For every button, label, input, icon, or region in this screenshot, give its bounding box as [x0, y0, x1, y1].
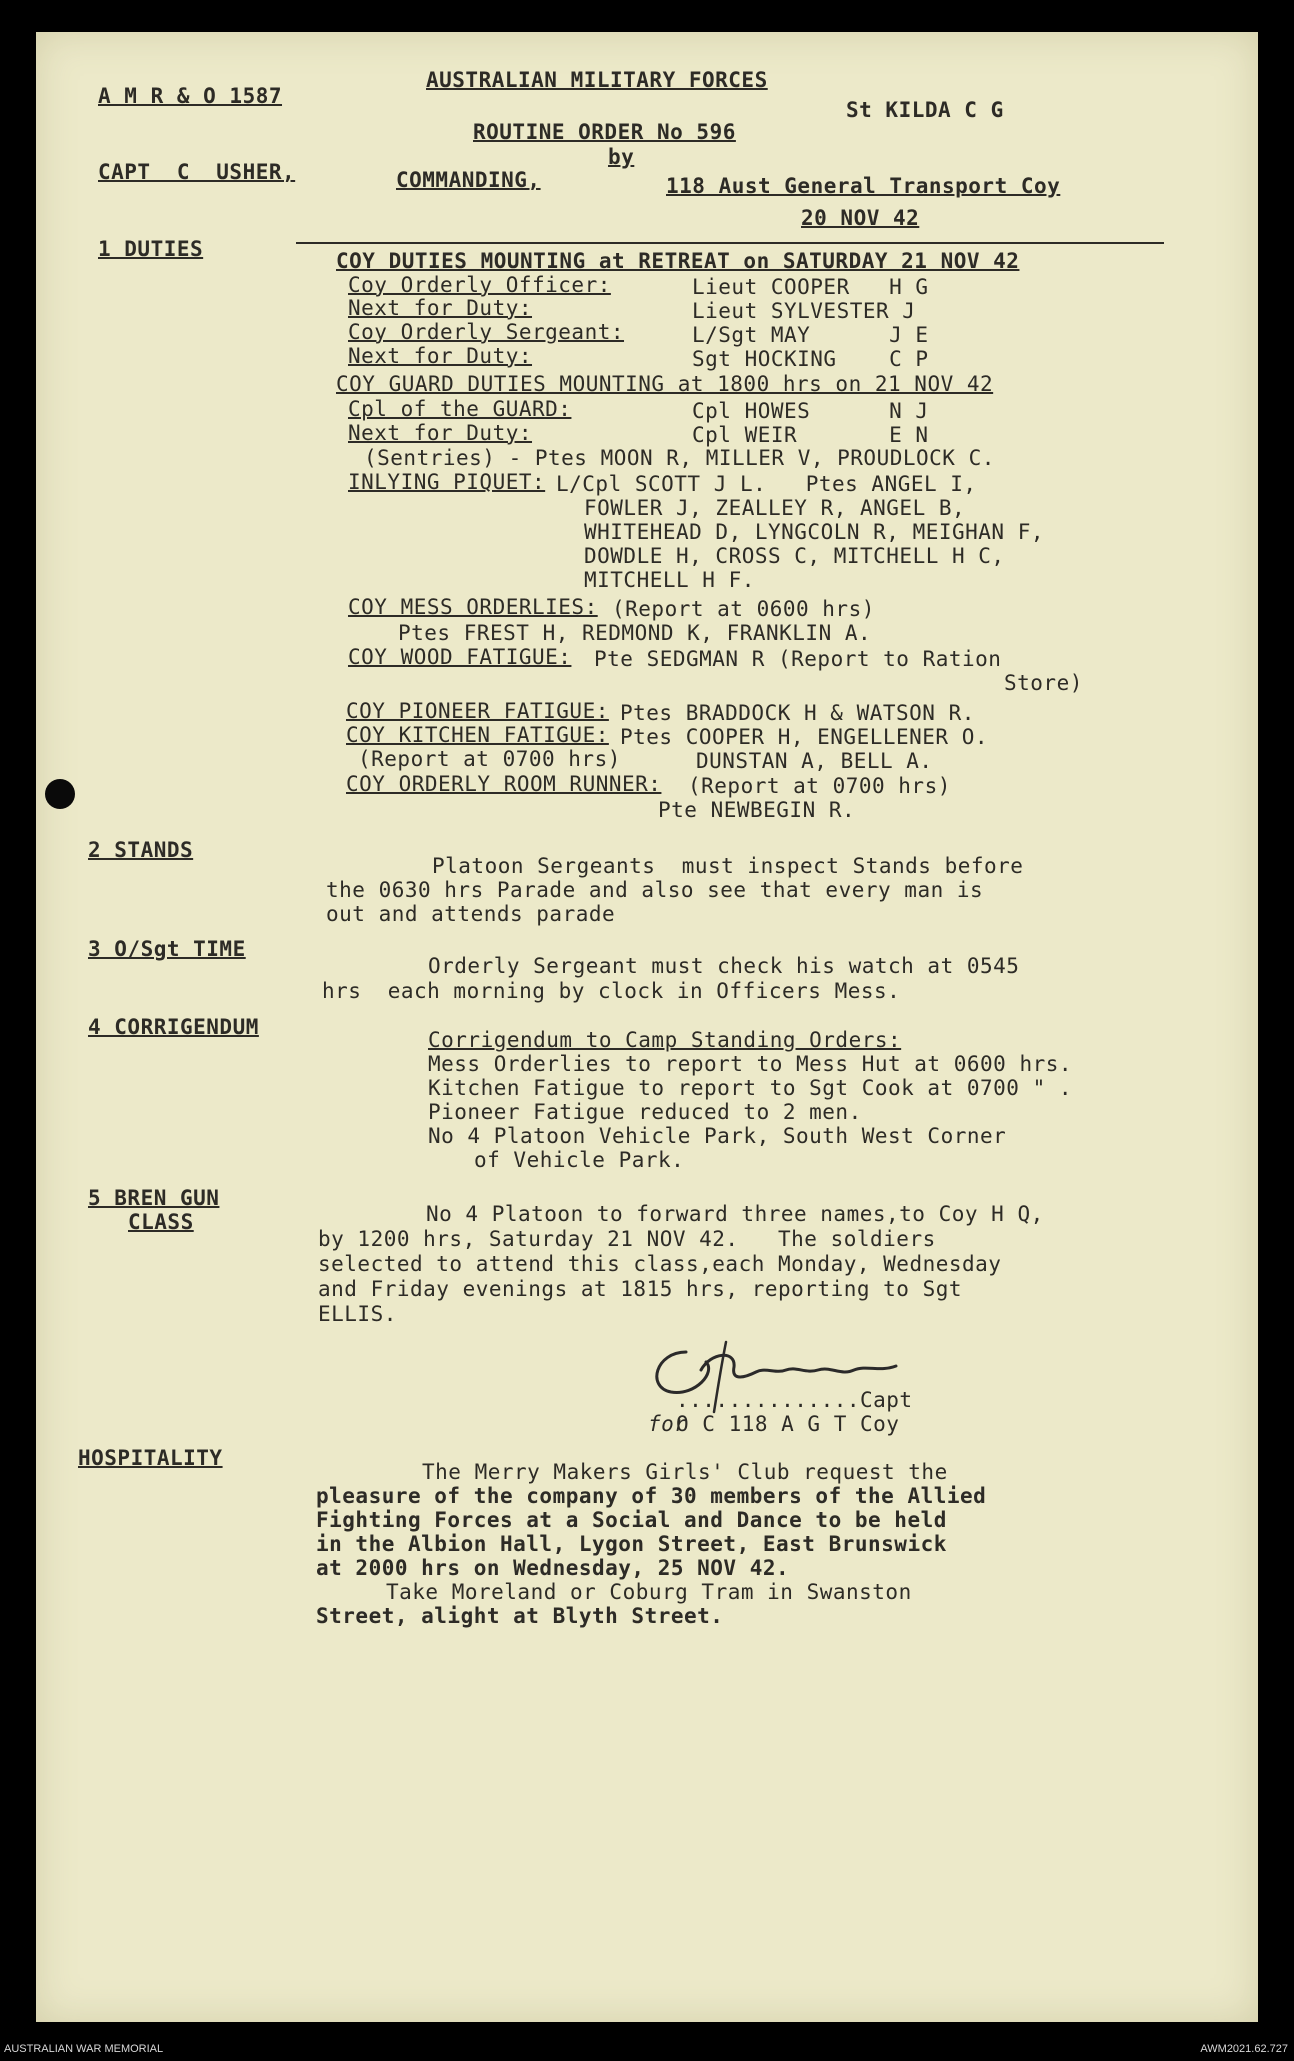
duty-person: Pte SEDGMAN R (Report to Ration [594, 647, 1002, 671]
duty-person: Cpl HOWES N J [692, 399, 929, 423]
archive-reference: AWM2021.62.727 [1200, 2043, 1288, 2055]
duty-role: Next for Duty: [348, 296, 533, 320]
duty-role: Next for Duty: [348, 344, 533, 368]
guard-heading: COY GUARD DUTIES MOUNTING at 1800 hrs on 21 NOV 42 [336, 372, 994, 396]
paragraph-line: Kitchen Fatigue to report to Sgt Cook at 0700 " . [428, 1076, 1073, 1100]
paragraph-line: by 1200 hrs, Saturday 21 NOV 42. The soldiers [318, 1227, 936, 1251]
unit-name: 118 Aust General Transport Coy [666, 174, 1061, 198]
signature-unit: O C 118 A G T Coy [676, 1412, 900, 1436]
archive-name: AUSTRALIAN WAR MEMORIAL [4, 2043, 164, 2055]
duty-role: Next for Duty: [348, 421, 533, 445]
paragraph-line: No 4 Platoon to forward three names,to Coy H Q, [426, 1202, 1044, 1226]
by-label: by [608, 145, 635, 169]
duty-person: Lieut SYLVESTER J [692, 299, 916, 323]
duty-role: COY KITCHEN FATIGUE: [346, 723, 609, 747]
duty-role: Coy Orderly Sergeant: [348, 320, 625, 344]
duty-role: COY WOOD FATIGUE: [348, 645, 572, 669]
duty-person: Sgt HOCKING C P [692, 347, 929, 371]
header-rule [296, 242, 1164, 244]
duty-person: WHITEHEAD D, LYNGCOLN R, MEIGHAN F, [584, 520, 1045, 544]
paragraph-line: of Vehicle Park. [474, 1148, 685, 1172]
section-stands-label: 2 STANDS [88, 838, 194, 862]
duty-person: DUNSTAN A, BELL A. [696, 749, 933, 773]
reference-number: A M R & O 1587 [98, 84, 283, 108]
sentries-line: (Sentries) - Ptes MOON R, MILLER V, PROUDLOCK C. [364, 446, 995, 470]
paragraph-line: Pioneer Fatigue reduced to 2 men. [428, 1100, 862, 1124]
duty-person: L/Cpl SCOTT J L. Ptes ANGEL I, [556, 472, 977, 496]
order-date: 20 NOV 42 [801, 206, 920, 230]
duty-note: Store) [1004, 671, 1083, 695]
paragraph-line: Street, alight at Blyth Street. [316, 1604, 724, 1628]
duty-person: DOWDLE H, CROSS C, MITCHELL H C, [584, 544, 1005, 568]
paragraph-line: out and attends parade [326, 902, 616, 926]
paragraph-line: selected to attend this class,each Monday, Wednesday [318, 1252, 1002, 1276]
paragraph-line: Fighting Forces at a Social and Dance to be held [316, 1508, 947, 1532]
section-bren-label: 5 BREN GUN [88, 1186, 220, 1210]
duty-person: Cpl WEIR E N [692, 423, 929, 447]
paragraph-line: Mess Orderlies to report to Mess Hut at 0600 hrs. [428, 1052, 1073, 1076]
location: St KILDA C G [846, 98, 1004, 122]
paragraph-line: ELLIS. [318, 1302, 397, 1326]
signature-for: for [648, 1412, 688, 1436]
paragraph-line: and Friday evenings at 1815 hrs, reporting to Sgt [318, 1277, 963, 1301]
section-hospitality-label: HOSPITALITY [78, 1446, 223, 1470]
paragraph-line: Platoon Sergeants must inspect Stands before [432, 854, 1024, 878]
duty-person: Ptes COOPER H, ENGELLENER O. [620, 725, 989, 749]
paragraph-line: the 0630 hrs Parade and also see that every man is [326, 878, 984, 902]
order-number: ROUTINE ORDER No 596 [473, 120, 736, 144]
punch-hole [45, 779, 75, 809]
paragraph-line: Take Moreland or Coburg Tram in Swanston [386, 1580, 912, 1604]
duty-note: (Report at 0700 hrs) [688, 774, 951, 798]
duty-person: Pte NEWBEGIN R. [658, 798, 856, 822]
duties-heading: COY DUTIES MOUNTING at RETREAT on SATURDAY 21 NOV 42 [336, 249, 1020, 273]
duty-person: Lieut COOPER H G [692, 275, 929, 299]
paragraph-line: hrs each morning by clock in Officers Mess. [322, 979, 901, 1003]
paragraph-line: pleasure of the company of 30 members of the Allied [316, 1484, 987, 1508]
duty-person: FOWLER J, ZEALLEY R, ANGEL B, [584, 496, 966, 520]
duty-role: COY PIONEER FATIGUE: [346, 699, 609, 723]
section-bren-label-2: CLASS [128, 1210, 194, 1234]
duty-role: Coy Orderly Officer: [348, 273, 611, 297]
duty-note: (Report at 0600 hrs) [612, 597, 875, 621]
duty-note: (Report at 0700 hrs) [358, 747, 621, 771]
section-time-label: 3 O/Sgt TIME [88, 937, 246, 961]
corrigendum-heading: Corrigendum to Camp Standing Orders: [428, 1028, 902, 1052]
paragraph-line: No 4 Platoon Vehicle Park, South West Corner [428, 1124, 1007, 1148]
duty-person: L/Sgt MAY J E [692, 323, 929, 347]
duty-role: COY ORDERLY ROOM RUNNER: [346, 772, 662, 796]
section-corrigendum-label: 4 CORRIGENDUM [88, 1015, 259, 1039]
duty-person: Ptes BRADDOCK H & WATSON R. [620, 701, 975, 725]
commander-name: CAPT C USHER, [98, 160, 296, 184]
paragraph-line: The Merry Makers Girls' Club request the [422, 1460, 948, 1484]
duty-person: MITCHELL H F. [584, 568, 755, 592]
commanding-label: COMMANDING, [396, 168, 541, 192]
paragraph-line: at 2000 hrs on Wednesday, 25 NOV 42. [316, 1556, 790, 1580]
paragraph-line: Orderly Sergeant must check his watch at 0545 [428, 954, 1020, 978]
duty-role: INLYING PIQUET: [348, 470, 546, 494]
paragraph-line: in the Albion Hall, Lygon Street, East Brunswick [316, 1532, 947, 1556]
duty-person: Ptes FREST H, REDMOND K, FRANKLIN A. [398, 621, 872, 645]
document-page [36, 32, 1258, 2022]
forces-title: AUSTRALIAN MILITARY FORCES [426, 68, 768, 92]
signature-rank: ..............Capt [676, 1388, 913, 1412]
duty-role: COY MESS ORDERLIES: [348, 595, 598, 619]
duty-role: Cpl of the GUARD: [348, 397, 572, 421]
section-duties-label: 1 DUTIES [98, 237, 204, 261]
archive-footer [0, 2035, 1294, 2061]
